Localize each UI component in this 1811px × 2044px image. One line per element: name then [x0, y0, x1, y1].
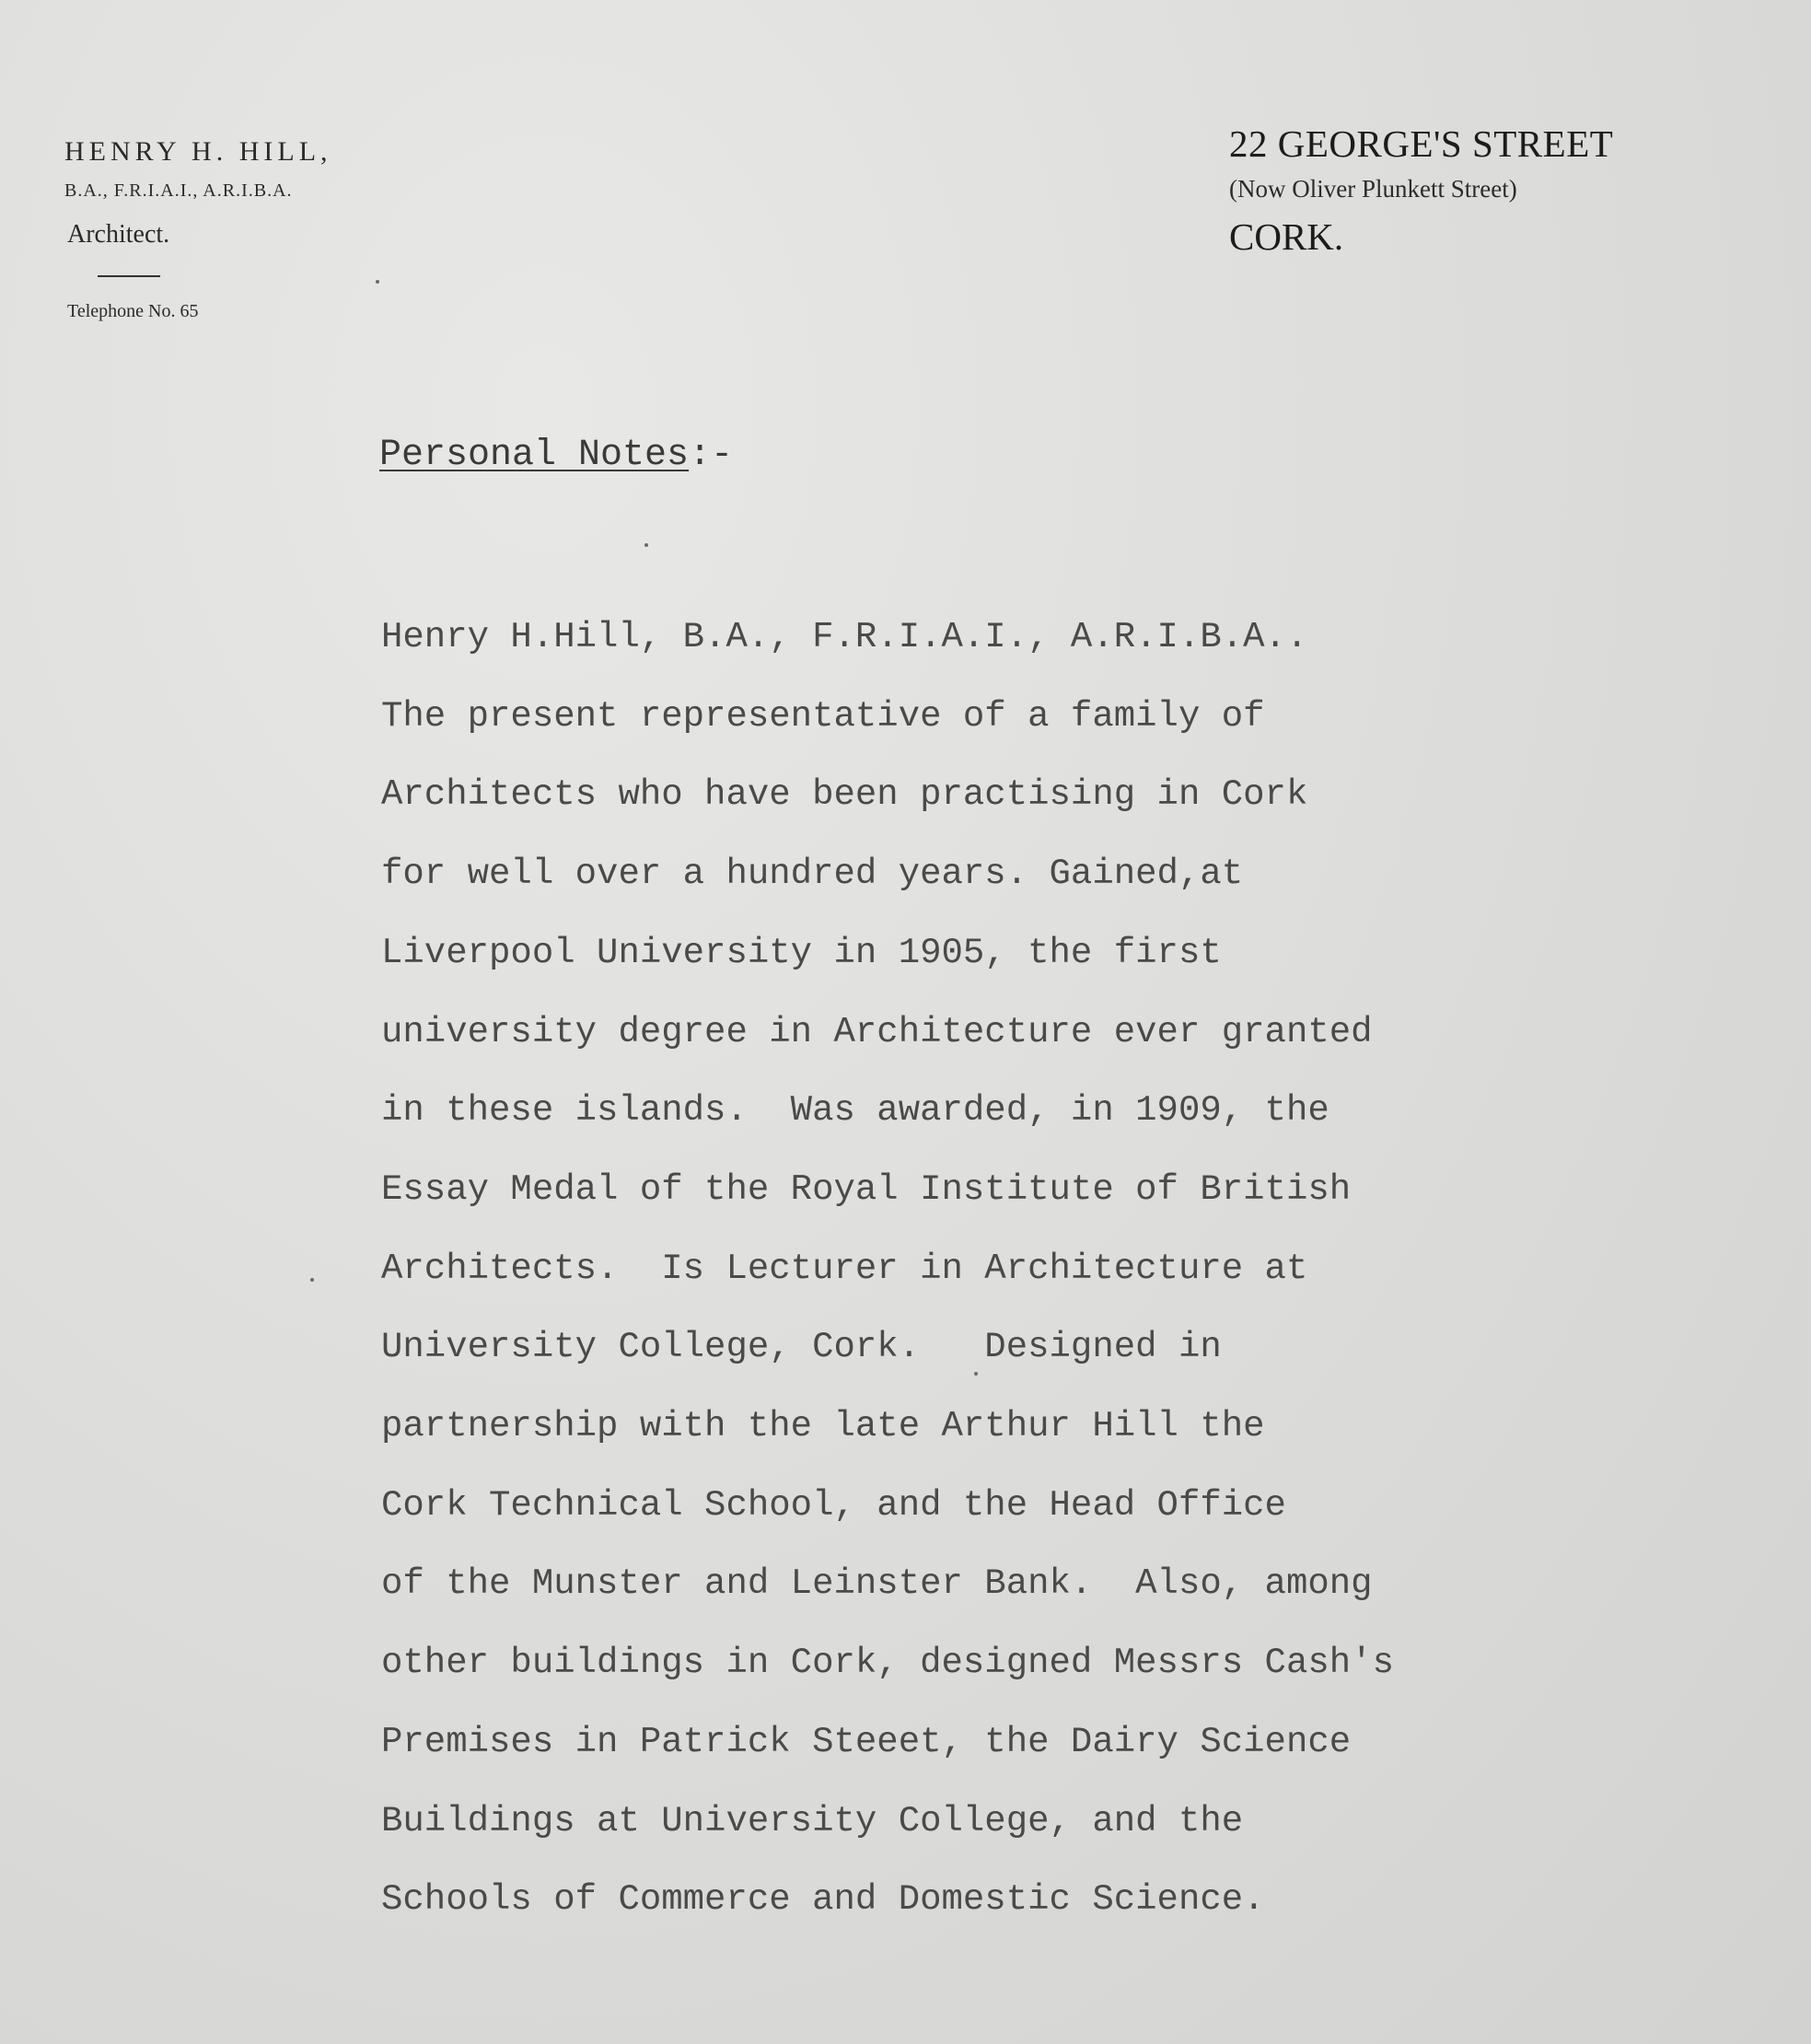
- text-line: Liverpool University in 1905, the first: [381, 932, 1222, 973]
- text-line: other buildings in Cork, designed Messrs Cash's: [381, 1643, 1394, 1684]
- text-line: partnership with the late Arthur Hill the: [381, 1406, 1265, 1447]
- document-heading: [379, 435, 733, 476]
- architect-name: HENRY H. HILL,: [64, 136, 332, 167]
- architect-qualifications: B.A., F.R.I.A.I., A.R.I.B.A.: [64, 180, 293, 201]
- letterhead-address: [1229, 122, 1613, 259]
- address-street-note: (Now Oliver Plunkett Street): [1229, 175, 1517, 203]
- letterhead-left: [64, 136, 332, 322]
- paper-speck: [974, 1372, 978, 1376]
- paper-speck: [310, 1278, 314, 1282]
- address-street: 22 GEORGE'S STREET: [1229, 122, 1614, 165]
- paper-speck: [644, 543, 648, 547]
- text-line: Buildings at University College, and the: [381, 1800, 1244, 1841]
- personal-notes-body: [381, 598, 1578, 1940]
- text-line: Architects. Is Lecturer in Architecture at: [381, 1248, 1308, 1289]
- text-line: in these islands. Was awarded, in 1909, the: [381, 1090, 1329, 1132]
- text-line: Premises in Patrick Steeet, the Dairy Science: [381, 1721, 1352, 1762]
- letterhead-divider: [98, 275, 160, 277]
- text-line: The present representative of a family of: [381, 695, 1265, 737]
- text-line: of the Munster and Leinster Bank. Also, among: [381, 1563, 1373, 1605]
- text-line: Cork Technical School, and the Head Office: [381, 1484, 1286, 1526]
- text-line: Architects who have been practising in Cork: [381, 774, 1308, 816]
- telephone-number: Telephone No. 65: [67, 301, 199, 321]
- heading-text: Personal Notes: [379, 435, 690, 476]
- heading-suffix: :-: [689, 435, 734, 476]
- text-line: for well over a hundred years. Gained,at: [381, 854, 1244, 895]
- text-line: University College, Cork. Designed in: [381, 1327, 1222, 1368]
- text-line: Schools of Commerce and Domestic Science.: [381, 1879, 1265, 1921]
- paper-speck: [376, 280, 379, 284]
- text-line: university degree in Architecture ever granted: [381, 1011, 1373, 1052]
- text-line: Essay Medal of the Royal Institute of British: [381, 1168, 1352, 1210]
- address-city: CORK.: [1229, 215, 1344, 258]
- architect-role: Architect.: [67, 220, 170, 249]
- text-line: Henry H.Hill, B.A., F.R.I.A.I., A.R.I.B.A..: [381, 617, 1308, 657]
